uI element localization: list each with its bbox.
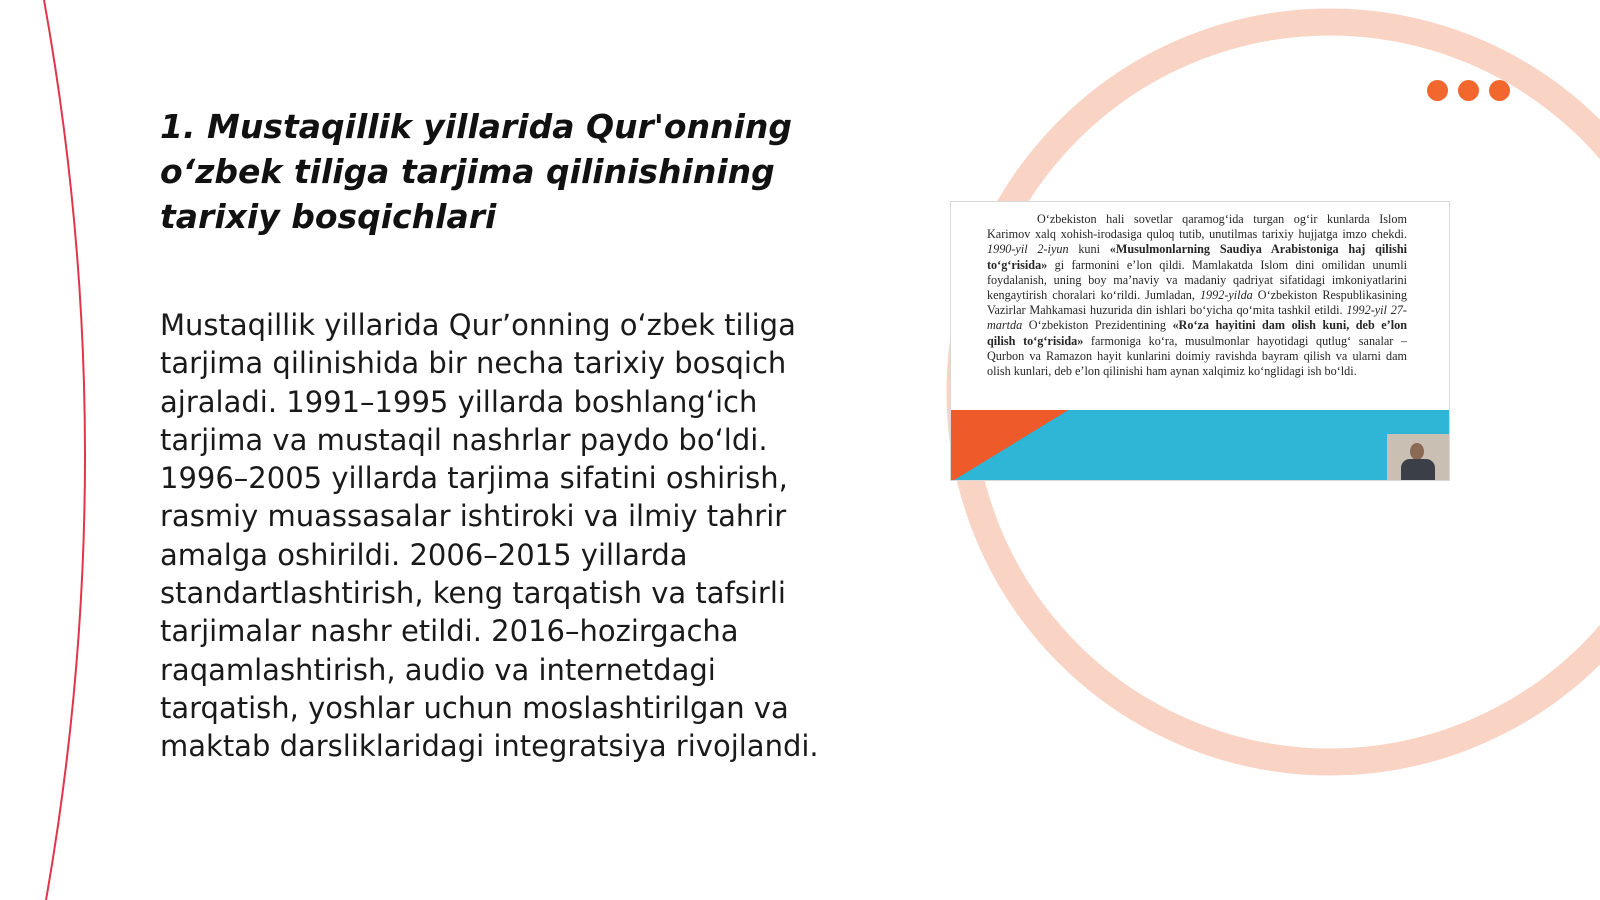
document-text-segment: O‘zbekiston Respublikasining Vazirlar Mahkamasi huzurida din ishlari bo‘yicha qo‘mita tashkil etildi.: [987, 288, 1407, 318]
dot: [1458, 80, 1479, 101]
document-paragraph: [987, 212, 1407, 379]
document-text-segment: gi farmonini e’lon qildi. Mamlakatda Islom dini omilidan unumli foydalanish, uning boy ma’naviy va madaniy qadriyat sifatidagi imkoniyatlarini kengaytirish choralari ko‘rildi. Jumladan,: [987, 257, 1407, 303]
document-text-segment: «Musulmonlarning Saudiya Arabistoniga haj qilishi to‘g‘risida»: [987, 242, 1407, 272]
document-text-segment: O‘zbekiston Prezidentining: [1022, 318, 1173, 333]
document-text-segment: kuni: [1068, 242, 1110, 257]
document-text-segment: O‘zbekiston hali sovetlar qaramog‘ida turgan og‘ir kunlarda Islom Karimov xalq xohish-irodasiga quloq tutib, unutilmas tarixiy hujjatga imzo chekdi.: [987, 212, 1407, 242]
left-curve-line: [44, 0, 85, 900]
slide-body-text: Mustaqillik yillarida Qur’onning o‘zbek tiliga tarjima qilinishida bir necha tarixiy bosqich ajraladi. 1991–1995 yillarda boshlang‘ich tarjima va mustaqil nashrlar paydo bo‘ldi. 1996–2005 yillarda tarjima sifatini oshirish, rasmiy muassasalar ishtiroki va ilmiy tahrir amalga oshirildi. 2006–2015 yillarda standartlashtirish, keng tarqatish va tafsirli tarjimalar nashr etildi. 2016–hozirgacha raqamlashtirish, audio va internetdagi tarqatish, yoshlar uchun moslashtirilgan va maktab darsliklaridagi integratsiya rivojlandi.: [160, 308, 819, 764]
color-band: [951, 410, 1449, 481]
document-text-segment: 1990-yil 2-iyun: [987, 242, 1069, 257]
presenter-torso: [1401, 459, 1435, 480]
more-dots-icon: [1427, 80, 1510, 101]
presenter-head: [1410, 443, 1424, 460]
webcam-thumbnail: [1387, 434, 1449, 480]
dot: [1427, 80, 1448, 101]
document-text-segment: 1992-yil 27-martda: [987, 303, 1407, 333]
slide-title: 1. Mustaqillik yillarida Qur'onning o‘zbek tiliga tarjima qilinishining tarixiy bosqichlari: [160, 107, 792, 236]
document-text-segment: 1992-yilda: [1199, 288, 1253, 303]
document-screenshot: [950, 201, 1450, 481]
dot: [1489, 80, 1510, 101]
document-text-segment: «Ro‘za hayitini dam olish kuni, deb e’lon qilish to‘g‘risida»: [987, 318, 1407, 348]
document-text-segment: farmoniga ko‘ra, musulmonlar hayotidagi qutlug‘ sanalar – Qurbon va Ramazon hayit kunlarini doimiy ravishda bayram qilish va ularni dam olish kunlari, deb e’lon qilinishi ham aynan xalqimiz ko‘nglidagi ish bo‘ldi.: [987, 333, 1407, 379]
